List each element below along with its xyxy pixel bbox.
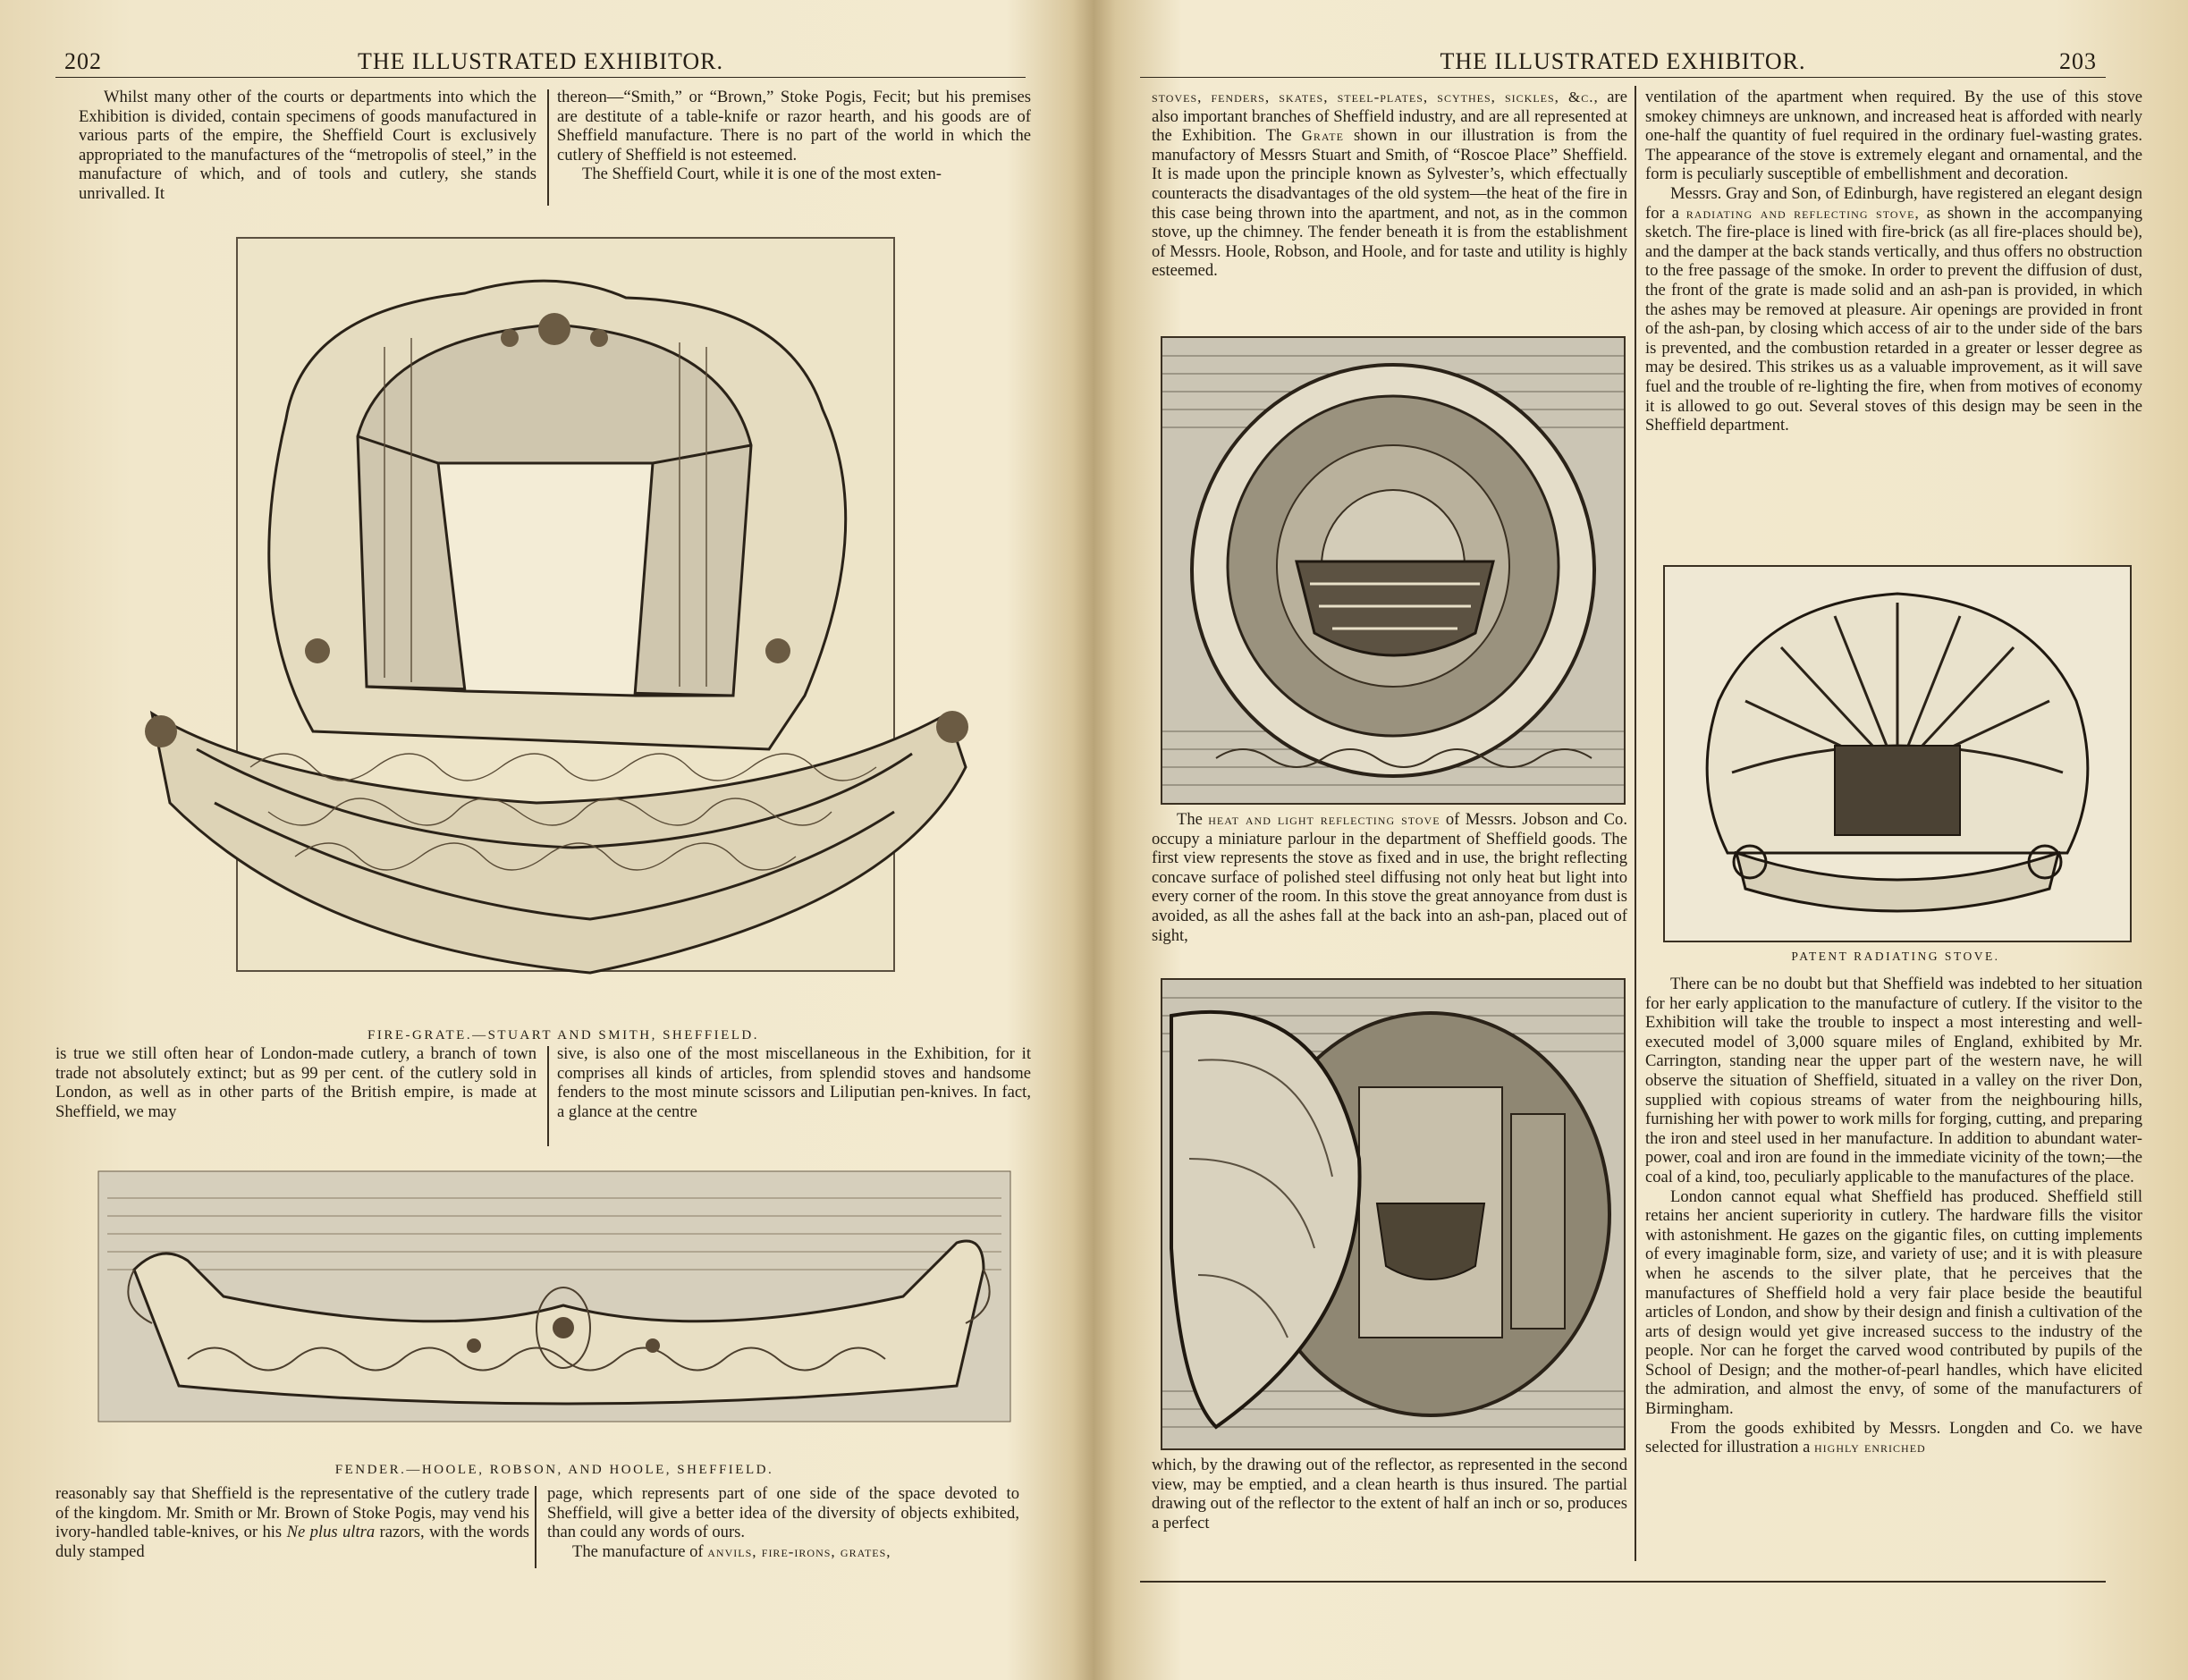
right-col2-bottom: There can be no doubt but that Sheffield was indebted to her situation for her early application to the manufacture of cutlery. If the visitor to the Exhibition will take the trouble to inspect a most interesting and well-executed model of 3,000 square miles of England, exhibited by Mr. Carrington, standing near the upper part of the western nave, he will observe the situation of Sheffield, situated in a valley on the river Don, supplied with copious streams of water from the neighbouring hills, furnishing her with power to work mills for forging, cutting, and preparing the iron and steel used in her manufacture. In addition to abundant water-power, coal and iron are found in the immediate vicinity of the town;—the coal of a kind, too, peculiarly applicable to the manufactures of the place. London cannot equal what Sheffield has produced. Sheffield still retains her ancient superiority in cutlery. The hardware fills the visitor with astonishment. He gazes on the gigantic files, on cutting implements of every imaginable form, size, and variety of use; and it is with pleasure when he ascends to the silver plate, that he perceives that the manufactures of Sheffield hold a very fair place beside the beautiful articles of London, and show by their design and finish a cultivation of the arts of design would yet give increased success to the industry of the people. Nor can he forget the carved wood contributed by pupils of the School of Design; and the mother-of-pearl handles, which have elicited the admiration, and almost the envy, of some of the manufacturers of Birmingham. From the goods exhibited by Messrs. Longden and Co. we have selected for illustration a highly enriched	[1645, 975, 2142, 1457]
fire-grate-illustration	[89, 231, 1037, 1017]
left-top-column-2: thereon—“Smith,” or “Brown,” Stoke Pogis, Fecit; but his premises are destitute of a table-knife or razor hearth, and his goods are of Sheffield manufacture. There is no part of the world in which the cutlery of Sheffield is not esteemed. The Sheffield Court, while it is one of the most exten-	[557, 88, 1031, 184]
patent-stove-illustration	[1663, 565, 2132, 942]
caption-patent-stove: PATENT RADIATING STOVE.	[1791, 950, 2000, 963]
left-mid-column-1: is true we still often hear of London-made cutlery, a branch of town trade not absolutely extinct; but as 99 per cent. of the cutlery sold in London, as well as in other parts of the British empire, is made at Sheffield, we may	[55, 1044, 536, 1121]
left-bottom-column-2: page, which represents part of one side of the space devoted to Sheffield, will give a better idea of the diversity of objects exhibited, than could any words of ours. The manufacture of anvils, fire-irons, grates,	[547, 1484, 1019, 1561]
right-running-title: THE ILLUSTRATED EXHIBITOR.	[1440, 48, 1806, 74]
right-col1-top: stoves, fenders, skates, steel-plates, scythes, sickles, &c., are also important branches of Sheffield industry, and are all represented at the Exhibition. The Grate shown in our illustration is from the manufactory of Messrs Stuart and Smith, of “Roscoe Place” Sheffield. It is made upon the principle known as Sylvester’s, which effectually counteracts the disadvantages of the old system—the heat of the fire in this case being thrown into the apartment, and not, as in the common stove, up the chimney. The fender beneath it is from the establishment of Messrs. Hoole, Robson, and Hoole, and for taste and utility is highly esteemed.	[1152, 88, 1628, 281]
left-page	[0, 0, 1082, 1680]
left-page-number: 202	[64, 48, 102, 74]
stove-view1-illustration	[1161, 336, 1626, 805]
stove-view2-illustration	[1161, 978, 1626, 1450]
right-col1-bottom: which, by the drawing out of the reflector, as represented in the second view, may be emptied, and a clean hearth is thus insured. The partial drawing out of the reflector to the extent of half an inch or so, produces a perfect	[1152, 1456, 1627, 1532]
right-running-header	[1140, 43, 2106, 78]
right-page-number: 203	[2059, 48, 2097, 74]
left-running-header	[55, 43, 1026, 78]
left-top-column-1: Whilst many other of the courts or departments into which the Exhibition is divided, contain specimens of goods manufactured in various parts of the empire, the Sheffield Court is exclusively appropriated to the manufactures of the “metropolis of steel,” in the manufacture of which, and of tools and cutlery, she stands unrivalled. It	[79, 88, 536, 203]
caption-fender: FENDER.—HOOLE, ROBSON, AND HOOLE, SHEFFIELD.	[334, 1463, 774, 1477]
right-col2-top: ventilation of the apartment when required. By the use of this stove smokey chimneys are unknown, and increased heat is afforded with nearly one-half the quantity of fuel required in the ordinary fuel-wasting grates. The appearance of the stove is extremely elegant and ornamental, and the form is peculiarly susceptible of embellishment and decoration. Messrs. Gray and Son, of Edinburgh, have registered an elegant design for a radiating and reflecting stove, as shown in the accompanying sketch. The fire-place is lined with fire-brick (as all fire-places should be), and the damper at the back stands vertically, and thus offers no obstruction to the free passage of the smoke. In order to prevent the diffusion of dust, the front of the grate is made solid and an ash-pan is provided, in which the ashes may be removed at pleasure. Air openings are provided in front of the ash-pan, by closing which access of air to the under side of the bars is prevented, and the combustion retarded in a greater or lesser degree as may be desired. This strikes us as a valuable improvement, as it will save fuel and the trouble of re-lighting the fire, when from motives of economy it is allowed to go out. Several stoves of this design may be seen in the Sheffield department.	[1645, 88, 2143, 435]
right-page	[1100, 0, 2188, 1680]
right-col1-mid: The heat and light reflecting stove of Messrs. Jobson and Co. occupy a miniature parlour in the department of Sheffield goods. The first view represents the stove as fixed and in use, the bright reflecting concave surface of polished steel diffusing not only heat but light into every corner of the room. In this stove the great annoyance from dust is avoided, as all the ashes fall at the back into an ash-pan, placed out of sight,	[1152, 810, 1627, 945]
left-bottom-column-1: reasonably say that Sheffield is the representative of the cutlery trade of the kingdom. Mr. Smith or Mr. Brown of Stoke Pogis, may vend his ivory-handled table-knives, or his Ne plus ultra razors, with the words duly stamped	[55, 1484, 529, 1561]
fender-illustration	[80, 1162, 1028, 1431]
left-mid-column-2: sive, is also one of the most miscellaneous in the Exhibition, for it comprises all kinds of articles, from splendid stoves and handsome fenders to the most minute scissors and Liliputian pen-knives. In fact, a glance at the centre	[557, 1044, 1031, 1121]
left-running-title: THE ILLUSTRATED EXHIBITOR.	[358, 48, 723, 74]
caption-fire-grate: FIRE-GRATE.—STUART AND SMITH, SHEFFIELD.	[367, 1028, 759, 1043]
